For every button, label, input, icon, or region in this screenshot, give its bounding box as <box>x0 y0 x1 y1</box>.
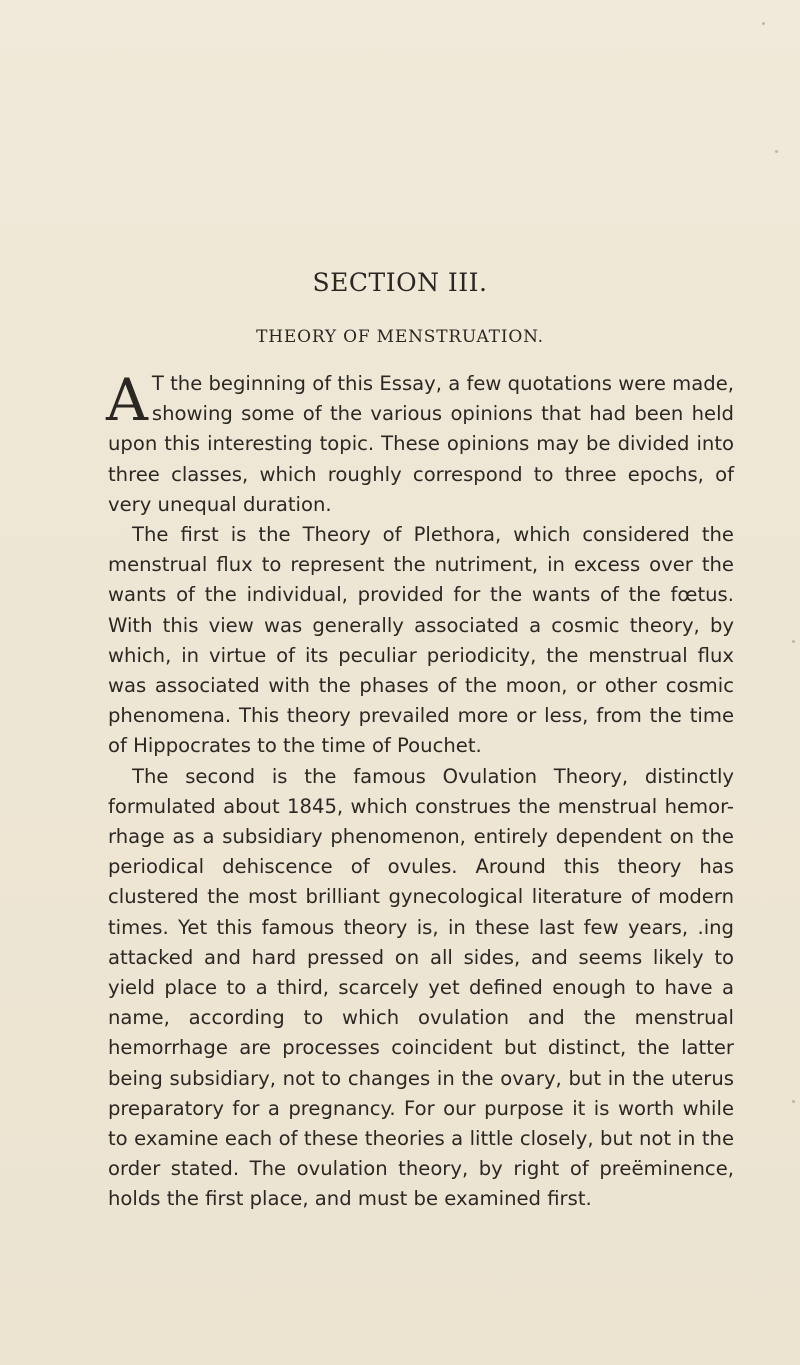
body-text <box>106 366 734 1215</box>
paragraph-1-text: T the beginning of this Essay, a few quotations were made, showing some of the various opinions that had been held upon this interesting topic. These opinions may be divided into three classes, which roughly correspond to three epochs, of very unequal duration. <box>108 372 734 516</box>
section-heading: SECTION III. <box>312 268 488 297</box>
paragraph-3: The second is the famous Ovulation Theory, distinctly formulated about 1845, which construes the menstrual hemor-rhage as a subsidiary phenomenon, entirely dependent on the periodical dehiscence of ovules. Around this theory has clustered the most brilliant gynecological literature of modern times. Yet this famous theory is, in these last few years, .ing attacked and hard pressed on all sides, and seems likely to yield place to a third, scarcely yet defined enough to have a name, according to which ovulation and the menstrual hemorrhage are processes coincident but distinct, the latter being subsidiary, not to changes in the ovary, but in the uterus preparatory for a pregnancy. For our purpose it is worth while to examine each of these theories a little closely, but not in the order stated. The ovulation theory, by right of preëminence, holds the first place, and must be examined first. <box>108 764 734 1211</box>
paragraph-2: The first is the Theory of Plethora, which considered the menstrual flux to represent the nutriment, in excess over the wants of the individual, provided for the wants of the fœtus. With this view was generally associated a cosmic theory, by which, in virtue of its peculiar periodicity, the menstrual flux was associated with the phases of the moon, or other cosmic phenomena. This theory prevailed more or less, from the time of Hippocrates to the time of Pouchet. <box>108 523 734 758</box>
drop-cap: A <box>106 366 148 434</box>
page-speck <box>792 1100 795 1103</box>
paragraph-1 <box>106 366 734 520</box>
page-speck <box>775 150 778 153</box>
page-speck <box>792 640 795 643</box>
page-speck <box>762 22 765 25</box>
chapter-title: THEORY OF MENSTRUATION. <box>256 327 544 347</box>
